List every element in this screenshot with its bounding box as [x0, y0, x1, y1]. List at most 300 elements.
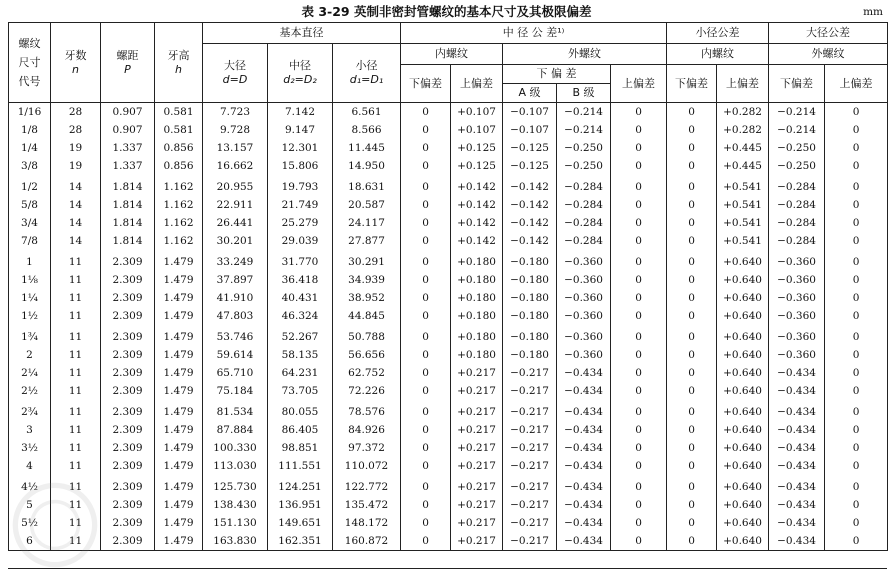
cell-n: 11	[51, 421, 101, 439]
cell-d: 65.710	[203, 364, 268, 382]
cell-eb: −0.360	[557, 346, 611, 364]
cell-meu: 0	[825, 307, 888, 325]
header-minor-tolerance: 小径公差	[667, 23, 769, 44]
cell-eb: −0.434	[557, 457, 611, 475]
cell-eu: 0	[611, 307, 667, 325]
cell-eb: −0.434	[557, 439, 611, 457]
cell-ea: −0.217	[503, 496, 557, 514]
cell-d2: 25.279	[268, 214, 333, 232]
cell-meu: 0	[825, 496, 888, 514]
cell-miu: +0.541	[717, 214, 769, 232]
cell-d: 41.910	[203, 289, 268, 307]
cell-mel: −0.434	[769, 475, 825, 496]
cell-il: 0	[401, 364, 451, 382]
cell-code: 2¾	[9, 400, 51, 421]
cell-d1: 160.872	[333, 532, 401, 551]
header-major-tolerance: 大径公差	[769, 23, 888, 44]
header-pitch-dia: 中径 d₂=D₂	[268, 44, 333, 103]
cell-h: 1.479	[155, 439, 203, 457]
table-row	[9, 307, 888, 325]
cell-mel: −0.284	[769, 214, 825, 232]
cell-h: 0.581	[155, 121, 203, 139]
cell-h: 1.479	[155, 421, 203, 439]
cell-h: 1.479	[155, 382, 203, 400]
table-row	[9, 439, 888, 457]
cell-il: 0	[401, 382, 451, 400]
cell-eb: −0.434	[557, 475, 611, 496]
cell-iu: +0.217	[451, 382, 503, 400]
cell-eu: 0	[611, 364, 667, 382]
cell-ea: −0.142	[503, 232, 557, 250]
cell-d1: 18.631	[333, 175, 401, 196]
footnote-rule	[8, 568, 887, 579]
cell-ea: −0.125	[503, 139, 557, 157]
cell-d: 47.803	[203, 307, 268, 325]
cell-mel: −0.434	[769, 364, 825, 382]
cell-ea: −0.180	[503, 307, 557, 325]
cell-mil: 0	[667, 532, 717, 551]
header-basic-diameter: 基本直径	[203, 23, 401, 44]
cell-mel: −0.284	[769, 175, 825, 196]
cell-il: 0	[401, 475, 451, 496]
cell-meu: 0	[825, 364, 888, 382]
cell-eb: −0.434	[557, 364, 611, 382]
cell-n: 19	[51, 157, 101, 175]
cell-d: 16.662	[203, 157, 268, 175]
cell-d2: 136.951	[268, 496, 333, 514]
cell-code: 1/2	[9, 175, 51, 196]
cell-ea: −0.180	[503, 271, 557, 289]
cell-code: 3	[9, 421, 51, 439]
cell-h: 1.162	[155, 175, 203, 196]
cell-eb: −0.284	[557, 214, 611, 232]
cell-miu: +0.541	[717, 196, 769, 214]
header-major-external: 外螺纹	[769, 44, 888, 65]
cell-code: 2½	[9, 382, 51, 400]
cell-il: 0	[401, 307, 451, 325]
cell-ea: −0.107	[503, 103, 557, 122]
cell-il: 0	[401, 439, 451, 457]
header-ext-upper: 上偏差	[611, 65, 667, 103]
cell-il: 0	[401, 103, 451, 122]
cell-eb: −0.434	[557, 532, 611, 551]
cell-eu: 0	[611, 271, 667, 289]
cell-d1: 44.845	[333, 307, 401, 325]
cell-mel: −0.250	[769, 139, 825, 157]
cell-p: 2.309	[101, 475, 155, 496]
table-row	[9, 421, 888, 439]
cell-ea: −0.217	[503, 475, 557, 496]
cell-iu: +0.180	[451, 346, 503, 364]
cell-d1: 84.926	[333, 421, 401, 439]
cell-d: 163.830	[203, 532, 268, 551]
cell-miu: +0.640	[717, 307, 769, 325]
cell-d2: 111.551	[268, 457, 333, 475]
cell-h: 1.479	[155, 496, 203, 514]
cell-mil: 0	[667, 307, 717, 325]
cell-d: 113.030	[203, 457, 268, 475]
cell-p: 2.309	[101, 382, 155, 400]
cell-n: 28	[51, 103, 101, 122]
cell-mel: −0.214	[769, 103, 825, 122]
cell-d2: 21.749	[268, 196, 333, 214]
table-row	[9, 214, 888, 232]
cell-meu: 0	[825, 382, 888, 400]
cell-n: 14	[51, 196, 101, 214]
cell-p: 1.814	[101, 214, 155, 232]
cell-mel: −0.434	[769, 439, 825, 457]
cell-mil: 0	[667, 214, 717, 232]
cell-mil: 0	[667, 400, 717, 421]
cell-d2: 31.770	[268, 250, 333, 271]
cell-code: 1/4	[9, 139, 51, 157]
cell-ea: −0.217	[503, 421, 557, 439]
table-row	[9, 532, 888, 551]
cell-eb: −0.434	[557, 400, 611, 421]
cell-mel: −0.434	[769, 421, 825, 439]
cell-eu: 0	[611, 475, 667, 496]
cell-meu: 0	[825, 121, 888, 139]
cell-d1: 148.172	[333, 514, 401, 532]
cell-iu: +0.217	[451, 364, 503, 382]
cell-d1: 110.072	[333, 457, 401, 475]
cell-code: 2¼	[9, 364, 51, 382]
cell-iu: +0.142	[451, 175, 503, 196]
cell-il: 0	[401, 532, 451, 551]
cell-iu: +0.217	[451, 532, 503, 551]
cell-eb: −0.284	[557, 196, 611, 214]
cell-eb: −0.360	[557, 250, 611, 271]
cell-d: 37.897	[203, 271, 268, 289]
cell-iu: +0.217	[451, 439, 503, 457]
cell-mel: −0.434	[769, 382, 825, 400]
table-row	[9, 271, 888, 289]
cell-mil: 0	[667, 175, 717, 196]
cell-eb: −0.360	[557, 325, 611, 346]
cell-eb: −0.434	[557, 382, 611, 400]
cell-d2: 19.793	[268, 175, 333, 196]
cell-mil: 0	[667, 121, 717, 139]
cell-eb: −0.434	[557, 421, 611, 439]
cell-iu: +0.217	[451, 496, 503, 514]
cell-code: 2	[9, 346, 51, 364]
cell-d1: 27.877	[333, 232, 401, 250]
cell-mil: 0	[667, 421, 717, 439]
cell-mel: −0.214	[769, 121, 825, 139]
cell-d1: 20.587	[333, 196, 401, 214]
cell-eb: −0.434	[557, 514, 611, 532]
cell-iu: +0.125	[451, 139, 503, 157]
cell-h: 1.479	[155, 307, 203, 325]
cell-miu: +0.640	[717, 421, 769, 439]
cell-d1: 8.566	[333, 121, 401, 139]
table-row	[9, 175, 888, 196]
cell-miu: +0.640	[717, 532, 769, 551]
cell-mel: −0.434	[769, 400, 825, 421]
cell-eb: −0.360	[557, 307, 611, 325]
cell-iu: +0.125	[451, 157, 503, 175]
table-row	[9, 139, 888, 157]
cell-eb: −0.284	[557, 232, 611, 250]
cell-d2: 162.351	[268, 532, 333, 551]
cell-n: 14	[51, 175, 101, 196]
cell-p: 1.814	[101, 196, 155, 214]
cell-eb: −0.284	[557, 175, 611, 196]
table-row	[9, 325, 888, 346]
cell-meu: 0	[825, 214, 888, 232]
cell-mel: −0.434	[769, 514, 825, 532]
cell-p: 2.309	[101, 346, 155, 364]
cell-n: 11	[51, 250, 101, 271]
cell-h: 1.479	[155, 400, 203, 421]
cell-p: 2.309	[101, 496, 155, 514]
cell-il: 0	[401, 232, 451, 250]
cell-code: 1¾	[9, 325, 51, 346]
cell-n: 11	[51, 271, 101, 289]
cell-ea: −0.180	[503, 289, 557, 307]
cell-n: 14	[51, 232, 101, 250]
cell-miu: +0.640	[717, 250, 769, 271]
cell-h: 0.856	[155, 139, 203, 157]
cell-code: 7/8	[9, 232, 51, 250]
cell-p: 2.309	[101, 364, 155, 382]
cell-eb: −0.214	[557, 103, 611, 122]
table-row	[9, 475, 888, 496]
cell-code: 1	[9, 250, 51, 271]
cell-il: 0	[401, 214, 451, 232]
cell-il: 0	[401, 157, 451, 175]
cell-ea: −0.142	[503, 214, 557, 232]
cell-ea: −0.217	[503, 457, 557, 475]
cell-mel: −0.434	[769, 457, 825, 475]
cell-mil: 0	[667, 103, 717, 122]
table-body	[9, 103, 888, 551]
cell-iu: +0.107	[451, 103, 503, 122]
table-row	[9, 157, 888, 175]
cell-il: 0	[401, 514, 451, 532]
cell-code: 1/16	[9, 103, 51, 122]
cell-d1: 62.752	[333, 364, 401, 382]
cell-eu: 0	[611, 232, 667, 250]
cell-p: 2.309	[101, 457, 155, 475]
cell-miu: +0.640	[717, 289, 769, 307]
cell-mil: 0	[667, 346, 717, 364]
cell-h: 1.479	[155, 289, 203, 307]
cell-eu: 0	[611, 214, 667, 232]
cell-h: 1.479	[155, 325, 203, 346]
cell-d: 75.184	[203, 382, 268, 400]
cell-ea: −0.107	[503, 121, 557, 139]
cell-p: 2.309	[101, 439, 155, 457]
cell-d: 138.430	[203, 496, 268, 514]
cell-mil: 0	[667, 250, 717, 271]
cell-mil: 0	[667, 271, 717, 289]
cell-eb: −0.250	[557, 157, 611, 175]
cell-eb: −0.360	[557, 289, 611, 307]
cell-mil: 0	[667, 382, 717, 400]
cell-d: 53.746	[203, 325, 268, 346]
cell-meu: 0	[825, 271, 888, 289]
cell-n: 11	[51, 532, 101, 551]
header-minor-upper: 上偏差	[717, 65, 769, 103]
cell-ea: −0.217	[503, 532, 557, 551]
cell-il: 0	[401, 496, 451, 514]
cell-eu: 0	[611, 325, 667, 346]
cell-d: 33.249	[203, 250, 268, 271]
header-internal: 内螺纹	[401, 44, 503, 65]
cell-d: 81.534	[203, 400, 268, 421]
cell-d2: 9.147	[268, 121, 333, 139]
cell-h: 1.479	[155, 346, 203, 364]
cell-d2: 36.418	[268, 271, 333, 289]
cell-h: 1.479	[155, 250, 203, 271]
cell-code: 5/8	[9, 196, 51, 214]
cell-il: 0	[401, 250, 451, 271]
cell-miu: +0.640	[717, 457, 769, 475]
cell-d2: 73.705	[268, 382, 333, 400]
cell-d1: 56.656	[333, 346, 401, 364]
cell-miu: +0.541	[717, 175, 769, 196]
header-grade-b: B 级	[557, 84, 611, 103]
header-minor: 小径 d₁=D₁	[333, 44, 401, 103]
cell-mil: 0	[667, 475, 717, 496]
cell-il: 0	[401, 175, 451, 196]
cell-mil: 0	[667, 139, 717, 157]
cell-meu: 0	[825, 325, 888, 346]
table-row	[9, 514, 888, 532]
cell-d1: 50.788	[333, 325, 401, 346]
cell-mil: 0	[667, 457, 717, 475]
cell-mel: −0.284	[769, 232, 825, 250]
cell-code: 4	[9, 457, 51, 475]
header-grade-a: A 级	[503, 84, 557, 103]
cell-d: 151.130	[203, 514, 268, 532]
cell-d2: 52.267	[268, 325, 333, 346]
cell-mel: −0.434	[769, 496, 825, 514]
cell-mil: 0	[667, 496, 717, 514]
cell-miu: +0.640	[717, 514, 769, 532]
cell-mil: 0	[667, 514, 717, 532]
cell-eb: −0.434	[557, 496, 611, 514]
table-row	[9, 103, 888, 122]
cell-meu: 0	[825, 400, 888, 421]
cell-mel: −0.360	[769, 289, 825, 307]
cell-miu: +0.640	[717, 346, 769, 364]
cell-d1: 135.472	[333, 496, 401, 514]
thread-table	[8, 22, 888, 551]
cell-eu: 0	[611, 421, 667, 439]
cell-ea: −0.180	[503, 346, 557, 364]
cell-ea: −0.217	[503, 439, 557, 457]
cell-h: 1.479	[155, 475, 203, 496]
header-ext-lower: 下 偏 差	[503, 65, 611, 84]
cell-il: 0	[401, 457, 451, 475]
cell-eu: 0	[611, 346, 667, 364]
cell-n: 14	[51, 214, 101, 232]
cell-meu: 0	[825, 532, 888, 551]
cell-d2: 29.039	[268, 232, 333, 250]
cell-p: 2.309	[101, 307, 155, 325]
cell-eb: −0.360	[557, 271, 611, 289]
cell-d: 26.441	[203, 214, 268, 232]
cell-d: 13.157	[203, 139, 268, 157]
cell-n: 11	[51, 289, 101, 307]
cell-ea: −0.142	[503, 175, 557, 196]
cell-eb: −0.250	[557, 139, 611, 157]
cell-ea: −0.217	[503, 382, 557, 400]
cell-d2: 15.806	[268, 157, 333, 175]
cell-h: 1.162	[155, 232, 203, 250]
cell-d: 59.614	[203, 346, 268, 364]
cell-d1: 34.939	[333, 271, 401, 289]
cell-ea: −0.217	[503, 364, 557, 382]
header-pitch-tolerance: 中 径 公 差¹⁾	[401, 23, 667, 44]
cell-code: 1⅛	[9, 271, 51, 289]
cell-ea: −0.217	[503, 400, 557, 421]
cell-iu: +0.180	[451, 307, 503, 325]
cell-miu: +0.640	[717, 496, 769, 514]
cell-iu: +0.217	[451, 457, 503, 475]
cell-il: 0	[401, 421, 451, 439]
cell-miu: +0.640	[717, 400, 769, 421]
cell-mel: −0.284	[769, 196, 825, 214]
cell-d1: 14.950	[333, 157, 401, 175]
header-external: 外螺纹	[503, 44, 667, 65]
cell-p: 2.309	[101, 271, 155, 289]
cell-iu: +0.180	[451, 271, 503, 289]
table-row	[9, 121, 888, 139]
header-teeth: 牙数 n	[51, 23, 101, 103]
cell-mel: −0.360	[769, 346, 825, 364]
cell-p: 2.309	[101, 421, 155, 439]
table-row	[9, 382, 888, 400]
table-row	[9, 457, 888, 475]
cell-d: 9.728	[203, 121, 268, 139]
cell-n: 11	[51, 514, 101, 532]
cell-mil: 0	[667, 289, 717, 307]
cell-meu: 0	[825, 421, 888, 439]
cell-h: 1.479	[155, 457, 203, 475]
cell-p: 2.309	[101, 289, 155, 307]
table-row	[9, 250, 888, 271]
cell-mel: −0.360	[769, 325, 825, 346]
cell-eu: 0	[611, 103, 667, 122]
cell-p: 0.907	[101, 121, 155, 139]
cell-n: 11	[51, 325, 101, 346]
cell-miu: +0.282	[717, 121, 769, 139]
header-minor-internal: 内螺纹	[667, 44, 769, 65]
cell-n: 11	[51, 400, 101, 421]
cell-d2: 40.431	[268, 289, 333, 307]
cell-d: 7.723	[203, 103, 268, 122]
cell-iu: +0.142	[451, 214, 503, 232]
cell-miu: +0.640	[717, 271, 769, 289]
cell-il: 0	[401, 196, 451, 214]
cell-d2: 64.231	[268, 364, 333, 382]
cell-d: 125.730	[203, 475, 268, 496]
cell-eu: 0	[611, 496, 667, 514]
cell-h: 1.479	[155, 271, 203, 289]
cell-ea: −0.217	[503, 514, 557, 532]
cell-iu: +0.142	[451, 232, 503, 250]
cell-h: 0.856	[155, 157, 203, 175]
header-pitch: 螺距 P	[101, 23, 155, 103]
cell-d1: 6.561	[333, 103, 401, 122]
cell-d1: 30.291	[333, 250, 401, 271]
cell-code: 3½	[9, 439, 51, 457]
header-major: 大径 d=D	[203, 44, 268, 103]
cell-n: 11	[51, 364, 101, 382]
